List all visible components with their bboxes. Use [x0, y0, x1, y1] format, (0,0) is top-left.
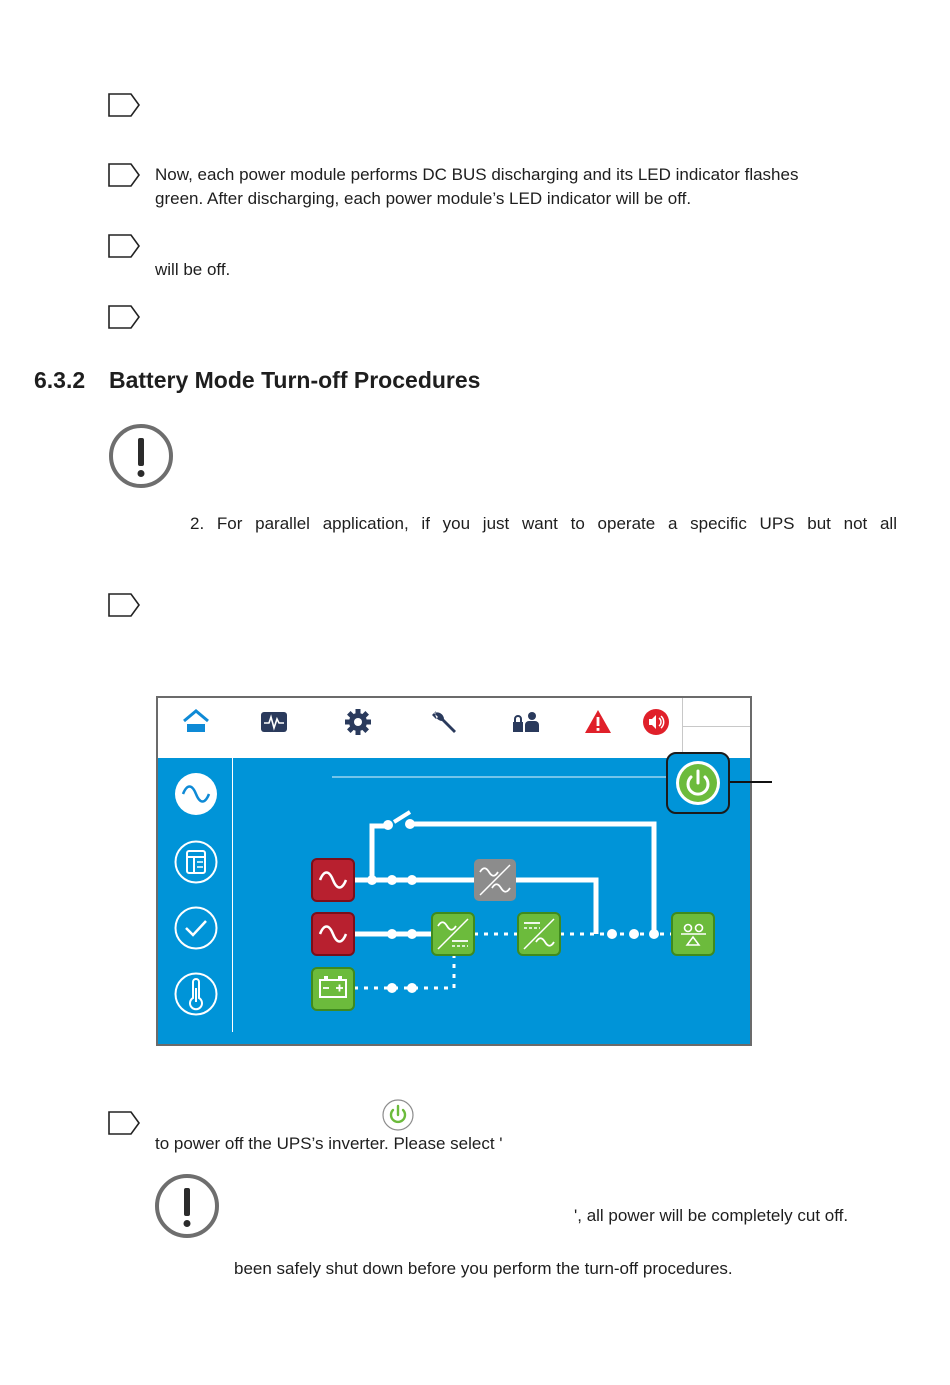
mains-input-1-icon: [312, 859, 354, 901]
ups-screen: [156, 696, 752, 1046]
warning-icon: [109, 424, 173, 488]
power-icon: [668, 754, 728, 812]
warning-2-line1: ', all power will be completely cut off.: [574, 1206, 849, 1225]
battery-icon: [312, 968, 354, 1010]
wrench-icon[interactable]: [430, 708, 458, 736]
screen-main-panel: [158, 758, 750, 1044]
power-button[interactable]: [666, 752, 730, 814]
section-heading: [34, 367, 480, 394]
step-marker-4: [108, 305, 140, 329]
user-lock-icon[interactable]: [512, 708, 540, 736]
callout-line: [730, 781, 772, 783]
inverter-icon: [518, 913, 560, 955]
bypass-static-switch-icon: [474, 859, 516, 901]
mains-input-2-icon: [312, 913, 354, 955]
rectifier-icon: [432, 913, 474, 955]
step-2-text-line2: green. After discharging, each power module’s LED indicator will be off.: [155, 189, 692, 208]
warning-item-2: 2. For parallel application, if you just want to operate a specific UPS but not all: [190, 514, 897, 533]
waveform-icon[interactable]: [260, 708, 288, 736]
step-marker-2: [108, 163, 140, 187]
warning-icon-2: [155, 1174, 219, 1238]
inline-power-icon: [382, 1099, 414, 1131]
step-marker-1: [108, 93, 140, 117]
power-step-text-line2: to power off the UPS’s inverter. Please select ': [155, 1134, 503, 1153]
power-flow-diagram: [158, 758, 750, 1044]
step-marker-3: [108, 234, 140, 258]
step-marker-5: [108, 593, 140, 617]
screen-top-bar: [158, 698, 750, 758]
mute-icon[interactable]: [642, 708, 670, 736]
step-2-text-line1: Now, each power module performs DC BUS discharging and its LED indicator flashes: [155, 165, 799, 184]
section-number: 6.3.2: [34, 367, 86, 393]
step-marker-6: [108, 1111, 140, 1135]
alarm-icon[interactable]: [584, 708, 612, 736]
gear-icon[interactable]: [344, 708, 372, 736]
top-bar-side-area: [682, 698, 751, 758]
load-output-icon: [672, 913, 714, 955]
step-3-text-line2: will be off.: [155, 260, 231, 279]
warning-2-line2: been safely shut down before you perform the turn-off procedures.: [234, 1259, 733, 1278]
home-icon[interactable]: [182, 708, 210, 736]
section-title: Battery Mode Turn-off Procedures: [109, 367, 481, 393]
